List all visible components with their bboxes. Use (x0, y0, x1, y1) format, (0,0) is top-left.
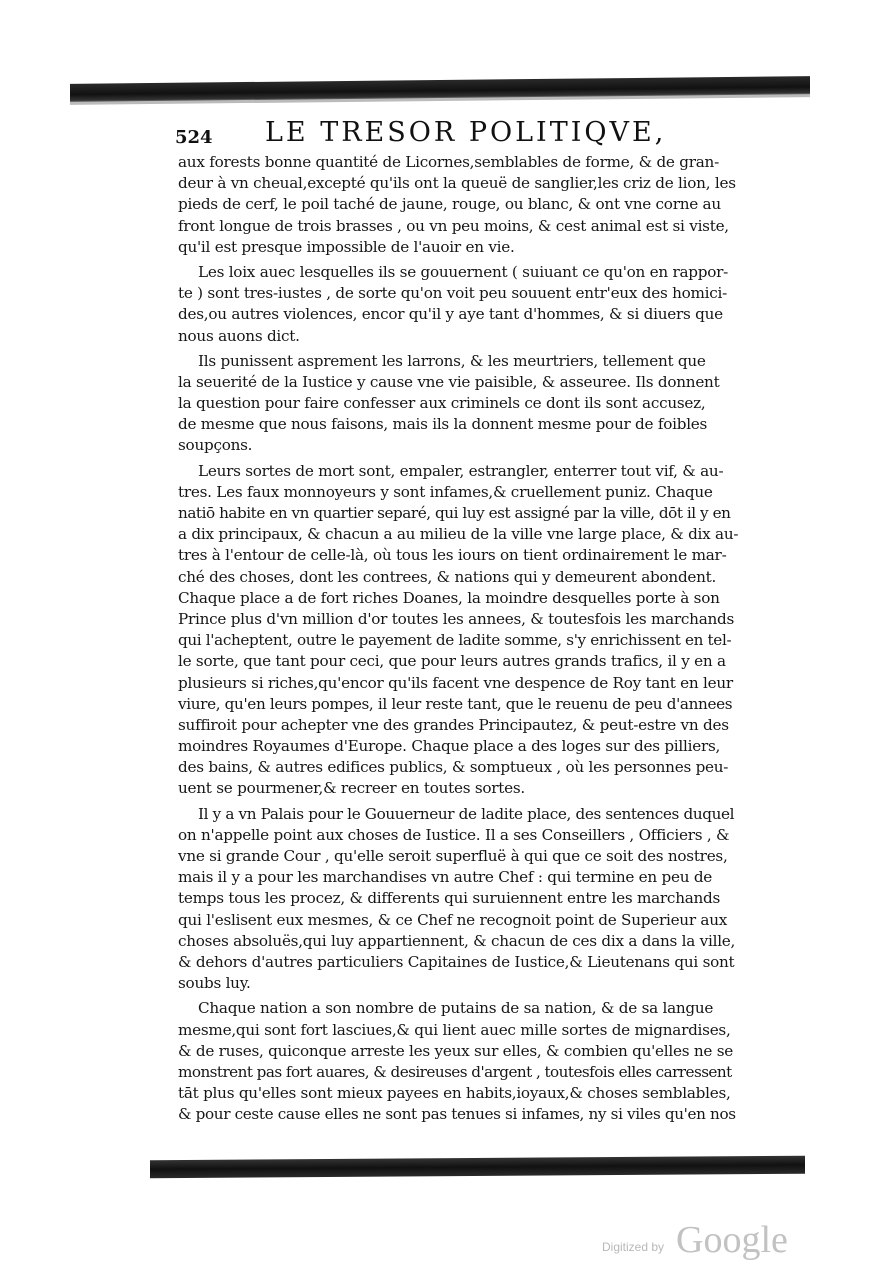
text-line: plusieurs si riches,qu'encor qu'ils facent vne despence de Roy tant en leur (178, 673, 733, 692)
paragraph-start-line: Ils punissent asprement les larrons, & les meurtriers, tellement que (198, 351, 706, 370)
text-line: tres. Les faux monnoyeurs y sont infames,& cruellement puniz. Chaque (178, 482, 713, 501)
text-line: soubs luy. (178, 974, 251, 993)
text-line: pieds de cerf, le poil taché de jaune, rouge, ou blanc, & ont vne corne au (178, 195, 721, 214)
text-line: tāt plus qu'elles sont mieux payees en habits,ioyaux,& choses semblables, (178, 1084, 731, 1103)
text-line: Chaque place a de fort riches Doanes, la moindre desquelles porte à son (178, 588, 720, 607)
paragraph-start-line: Chaque nation a son nombre de putains de sa nation, & de sa langue (198, 999, 714, 1018)
page-number: 524 (175, 127, 213, 148)
text-line: monstrent pas fort auares, & desireuses d'argent , toutesfois elles carressent (178, 1062, 732, 1081)
text-line: ché des choses, dont les contrees, & nations qui y demeurent abondent. (178, 567, 717, 586)
paragraph-start-line: Les loix auec lesquelles ils se gouuernent ( suiuant ce qu'on en rappor- (198, 262, 729, 281)
page-header (175, 115, 685, 149)
text-line: on n'appelle point aux choses de Iustice. Il a ses Conseillers , Officiers , & (178, 825, 730, 844)
text-line: moindres Royaumes d'Europe. Chaque place a des loges sur des pilliers, (178, 737, 721, 756)
text-line: te ) sont tres-iustes , de sorte qu'on voit peu souuent entr'eux des homici- (178, 284, 727, 303)
digitized-by-label: Digitized by (602, 1240, 665, 1254)
text-line: la question pour faire confesser aux criminels ce dont ils sont accusez, (178, 394, 706, 413)
digitized-by-watermark (600, 1218, 790, 1268)
text-line: nous auons dict. (178, 326, 300, 345)
text-line: mais il y a pour les marchandises vn autre Chef : qui termine en peu de (178, 868, 713, 887)
paragraph-start-line: Leurs sortes de mort sont, empaler, estrangler, enterrer tout vif, & au- (198, 461, 724, 480)
text-line: viure, qu'en leurs pompes, il leur reste tant, que le reuenu de peu d'annees (178, 694, 733, 713)
text-line: mesme,qui sont fort lasciues,& qui lient auec mille sortes de mignardises, (178, 1020, 731, 1039)
text-line: tres à l'entour de celle-là, où tous les iours on tient ordinairement le mar- (178, 546, 727, 565)
text-line: aux forests bonne quantité de Licornes,semblables de forme, & de gran- (178, 153, 719, 171)
text-line: natiō habite en vn quartier separé, qui luy est assigné par la ville, dōt il y en (178, 504, 731, 522)
bottom-page-edge-shadow (150, 1156, 805, 1179)
google-logo: Google (676, 1219, 788, 1261)
text-line: front longue de trois brasses , ou vn peu moins, & cest animal est si viste, (178, 216, 729, 235)
text-line: soupçons. (178, 436, 253, 455)
text-line: deur à vn cheual,excepté qu'ils ont la queuë de sanglier,les criz de lion, les (178, 174, 736, 193)
text-line: temps tous les procez, & differents qui suruiennent entre les marchands (178, 889, 721, 908)
body-text (178, 152, 738, 1125)
text-line: & pour ceste cause elles ne sont pas tenues si infames, ny si viles qu'en nos (178, 1105, 736, 1124)
text-line: qu'il est presque impossible de l'auoir en vie. (178, 237, 515, 256)
text-line: vne si grande Cour , qu'elle seroit superfluë à qui que ce soit des nostres, (178, 847, 728, 865)
text-line: a dix principaux, & chacun a au milieu de la ville vne large place, & dix au- (178, 525, 739, 544)
text-line: qui l'acheptent, outre le payement de ladite somme, s'y enrichissent en tel- (178, 631, 732, 650)
text-line: de mesme que nous faisons, mais ils la donnent mesme pour de foibles (178, 415, 708, 434)
text-line: choses absoluës,qui luy appartiennent, & chacun de ces dix a dans la ville, (178, 931, 736, 950)
paragraph-start-line: Il y a vn Palais pour le Gouuerneur de ladite place, des sentences duquel (198, 804, 735, 823)
text-line: le sorte, que tant pour ceci, que pour leurs autres grands trafics, il y en a (178, 652, 726, 671)
text-line: suffiroit pour achepter vne des grandes Principautez, & peut-estre vn des (178, 715, 729, 734)
text-line: la seuerité de la Iustice y cause vne vie paisible, & asseuree. Ils donnent (178, 372, 720, 391)
text-line: Prince plus d'vn million d'or toutes les annees, & toutesfois les marchands (178, 609, 735, 628)
text-line: des,ou autres violences, encor qu'il y aye tant d'hommes, & si diuers que (178, 305, 723, 324)
text-line: & dehors d'autres particuliers Capitaines de Iustice,& Lieutenans qui sont (178, 952, 735, 971)
running-title: LE TRESOR POLITIQVE, (265, 117, 667, 148)
text-line: qui l'eslisent eux mesmes, & ce Chef ne recognoit point de Superieur aux (178, 910, 728, 929)
text-line: uent se pourmener,& recreer en toutes sortes. (178, 779, 525, 798)
text-line: & de ruses, quiconque arreste les yeux sur elles, & combien qu'elles ne se (178, 1041, 733, 1060)
text-line: des bains, & autres edifices publics, & somptueux , où les personnes peu- (178, 758, 729, 777)
